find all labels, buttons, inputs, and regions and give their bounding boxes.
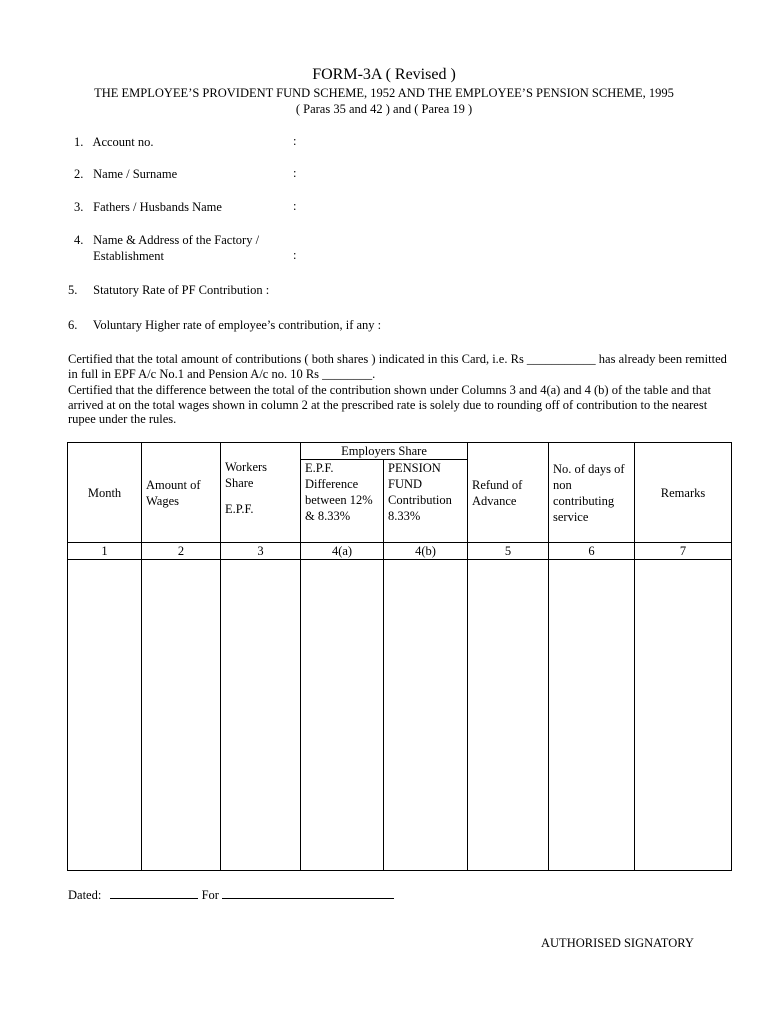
contribution-table: [67, 442, 732, 871]
entry-cell[interactable]: [301, 560, 384, 871]
field-statutory-rate: 5. Statutory Rate of PF Contribution :: [68, 283, 270, 297]
certification-paragraph-2: Certified that the difference between the total of the contribution shown under Columns 3 and 4(a) and 4 (b) of the table and that arrived at on the total wages shown in column 2 at the prescribed rate is solely due to rounding off of contribution to the nearest rupee under the rules.: [68, 383, 711, 426]
form-title: FORM-3A ( Revised ): [312, 66, 456, 83]
header-amount-of-wages: Amount of Wages: [142, 443, 221, 543]
header-month: Month: [68, 443, 142, 543]
authorised-signatory: AUTHORISED SIGNATORY: [541, 936, 694, 950]
column-number: 5: [468, 543, 549, 560]
form-paras: ( Paras 35 and 42 ) and ( Parea 19 ): [295, 102, 473, 116]
field-label: Name / Surname: [93, 167, 178, 181]
field-label: Account no.: [92, 135, 154, 149]
column-number: 1: [68, 543, 142, 560]
certification-paragraph-1: Certified that the total amount of contributions ( both shares ) indicated in this Card, i.e. Rs ___________ has already been remitted in full in EPF A/c No.1 and Pension A/c no. 10 Rs ________.: [68, 352, 727, 381]
entry-cell[interactable]: [384, 560, 468, 871]
column-number-row: [68, 543, 732, 560]
for-label: For: [201, 888, 219, 902]
column-number: 4(a): [301, 543, 384, 560]
header-refund-of-advance: Refund of Advance: [468, 443, 549, 543]
form-subtitle: THE EMPLOYEE’S PROVIDENT FUND SCHEME, 1952 AND THE EMPLOYEE’S PENSION SCHEME, 1995: [94, 86, 674, 100]
header-workers-share: Workers Share E.P.F.: [221, 443, 301, 543]
dated-label: Dated:: [68, 888, 102, 902]
field-name-surname: 2. Name / Surname: [74, 167, 178, 181]
table-header-row: [68, 443, 732, 460]
entry-cell[interactable]: [142, 560, 221, 871]
header-non-contributing-days: No. of days of non contributing service: [549, 443, 635, 543]
field-label: Name & Address of the Factory /: [93, 233, 260, 247]
field-voluntary-rate: 6. Voluntary Higher rate of employee’s contribution, if any :: [68, 318, 382, 332]
column-number: 3: [221, 543, 301, 560]
field-label-continued: Establishment: [93, 249, 164, 263]
field-factory-address: 4. Name & Address of the Factory / Establishment: [74, 233, 260, 263]
dated-blank[interactable]: [110, 888, 198, 899]
column-number: 2: [142, 543, 221, 560]
field-label: Fathers / Husbands Name: [93, 200, 222, 214]
field-colon: :: [293, 199, 297, 213]
field-colon: :: [293, 248, 297, 262]
field-fathers-husbands-name: 3. Fathers / Husbands Name: [74, 200, 222, 214]
field-colon: :: [293, 134, 297, 148]
header-employers-share: Employers Share: [301, 443, 468, 460]
header-remarks: Remarks: [635, 443, 732, 543]
column-number: 7: [635, 543, 732, 560]
column-number: 6: [549, 543, 635, 560]
field-colon: :: [293, 166, 297, 180]
field-account-no: 1. Account no.: [74, 135, 154, 149]
field-label: Statutory Rate of PF Contribution :: [93, 283, 270, 297]
for-blank[interactable]: [222, 888, 394, 899]
entry-cell[interactable]: [468, 560, 549, 871]
entry-cell[interactable]: [635, 560, 732, 871]
entry-cell[interactable]: [68, 560, 142, 871]
entry-cell[interactable]: [221, 560, 301, 871]
field-label: Voluntary Higher rate of employee’s contribution, if any :: [92, 318, 382, 332]
column-number: 4(b): [384, 543, 468, 560]
header-pension-fund: PENSION FUND Contribution 8.33%: [384, 460, 468, 543]
header-epf-difference: E.P.F. Difference between 12% & 8.33%: [301, 460, 384, 543]
dated-line: [68, 888, 394, 903]
entry-cell[interactable]: [549, 560, 635, 871]
table-body-row: [68, 560, 732, 871]
